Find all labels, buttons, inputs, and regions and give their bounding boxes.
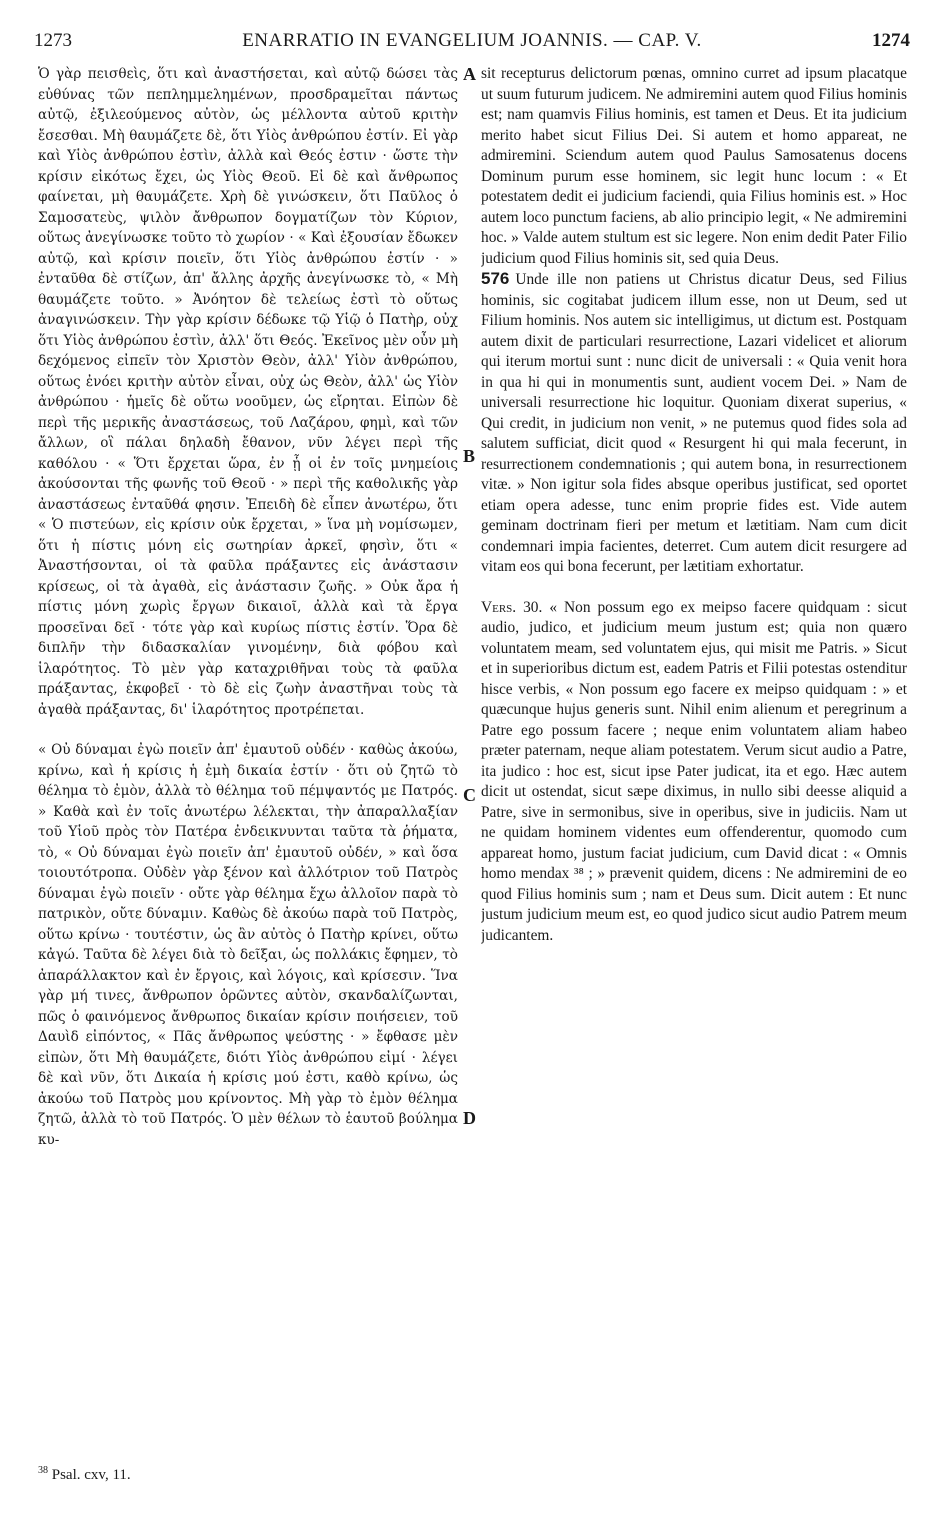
running-header bbox=[34, 30, 910, 56]
left-page-number: 1273 bbox=[34, 30, 72, 51]
running-title: ENARRATIO IN EVANGELIUM JOANNIS. — CAP. V. bbox=[242, 30, 702, 51]
greek-column bbox=[38, 64, 458, 1444]
footnote bbox=[38, 1465, 131, 1484]
greek-paragraph-2: « Οὐ δύναμαι ἐγὼ ποιεῖν ἀπ' ἐμαυτοῦ οὐδέν · καθὼς ἀκούω, κρίνω, καὶ ἡ κρίσις ἡ ἐμὴ δικαία ἐστίν · ὅτι οὐ ζητῶ τὸ θέλημα τὸ ἐμὸν, ἀλλὰ τὸ θέλημα τοῦ πέμψαντός με Πατρός. » Καθὰ καὶ ἐν τοῖς ἀνωτέρω λέλεκται, τὴν ἀπαραλλαξίαν τοῦ Υἱοῦ πρὸς τὸν Πατέρα ἐνδεικνυνται ταῦτα τὰ ῥήματα, τὸ, « Οὐ δύναμαι ἐγὼ ποιεῖν ἀπ' ἐμαυτοῦ οὐδέν, » καὶ ὅσα τοιουτότροπα. Οὐδὲν γὰρ ξένον καὶ ἀλλότριον τοῦ Πατρὸς δύναμαι ἐγὼ ποιεῖν · οὔτε γὰρ θέλημα ἔχω ἀλλοῖον παρὰ τὸ πατρικὸν, οὔτε δύναμιν. Καθὼς δὲ ἀκούω παρὰ τοῦ Πατρὸς, οὕτω κρίνω · τουτέστιν, ὡς ἂν αὐτὸς ὁ Πατὴρ κρίνει, οὕτω κἀγώ. Ταῦτα δὲ λέγει διὰ τὸ δεῖξαι, ὡς πολλάκις ἔφημεν, τὸ ἀπαράλλακτον καὶ ἐν ἔργοις, καὶ λόγοις, καὶ κρίσεσιν. Ἵνα γὰρ μή τινες, ἄνθρωπον ὁρῶντες αὐτὸν, σκανδαλίζωνται, πῶς ὁ φαινόμενος ἄνθρωπος δικαίαν κρίσιν ποιήσειεν, τοῦ Δαυὶδ εἰπόντος, « Πᾶς ἄνθρωπος ψεύστης · » ἔφθασε μὲν εἰπὼν, ὅτι Μὴ θαυμάζετε, διότι Υἱὸς ἀνθρώπου εἰμί · λέγει δὲ καὶ νῦν, ὅτι Δικαία ἡ κρίσις μού ἐστι, καθὸ κρίνω, ὡς ἀκούω τοῦ Πατρὸς μου κρίνοντος. Μὴ γὰρ τὸ ἐμὸν θέλημα ζητῶ, ἀλλὰ τὸ τοῦ Πατρός. Ὁ μὲν θέλων τὸ ἑαυτοῦ βούλημα κυ- bbox=[38, 742, 458, 1148]
latin-paragraph-2-text: Unde ille non patiens ut Christus dicatur Deus, sed Filius hominis, sic cogitabat judicem illum esse, non ut Deum, sed ut Filium hominis. Nos autem sic intelligimus, ut dictum est. Postquam autem dixit de particulari resurrectione, Lazari videlicet et aliorum qui iterum mortui sunt : nunc dicit de universali : « Quia venit hora in qua hi qui in monumentis sunt, audient vocem Dei. » Nam de universali resurrectione hic loquitur. Quoniam dixerat superius, « Qui credit, in judicium non venit, » ne putemus quod fides sola ad salutem sufficiat, dicit quod « Resurgent hi qui mala fecerunt, in resurrectionem condemnationis ; qui autem bona, in resurrectionem vitæ. » Non igitur sola fides absque operibus justificat, sed oportet etiam opera adesse, tunc enim proprie fides est. Vide autem geminam doctrinam fieri per metum et lætitiam. Nam cum dicit condemnari impia facientes, deterret. Cum autem dicit resurgere ad vitam eos qui bona fecerunt, per lætitiam exhortatur. bbox=[481, 271, 907, 575]
latin-paragraph-3-text: « Non possum ego ex meipso facere quidquam : sicut audio, judico, et judicium meum justum est; quia non quæro voluntatem meam, sed voluntatem ejus, qui misit me Patris. » Sicut et in superioribus dictum est, eadem Patris et Filii potestas ostenditur hisce verbis, « Non possum ego facere ex meipso quidquam : » et quæcunque hujus generis sunt. Nihil enim alienum et peregrinum a Patre ego possum facere ; neque enim voluntatem aliam habeo præter paternam, neque aliam potestatem. Verum sicut audio a Patre, ita judico : hoc est, sicut ipse Pater judicat, ita et ego. Hæc autem dicit ut ostendat, sicut sæpe diximus, in nullo sibi deesse aliquid a Patre, sive in sermonibus, sive in operibus, sive in judiciis. Nam ut ne quidam hominem videntes eum offenderentur, quomodo cum appareat homo, justum faciat judicium, cum David dicat : « Omnis homo mendax ³⁸ ; » prævenit quidem, dicens : Ne admiremini de eo quod Filius hominis sum ; nam et Deus sum. Dicit autem : Et nunc justum judicium meum est, eo quod judico sicut audio Patrem meum judicantem. bbox=[481, 598, 907, 944]
latin-paragraph-3 bbox=[481, 598, 907, 947]
verse-label: Vers. 30. bbox=[481, 598, 543, 616]
greek-paragraph-1: Ὁ γὰρ πεισθεὶς, ὅτι καὶ ἀναστήσεται, καὶ αὐτῷ δώσει τὰς εὐθύνας τῶν πεπλημμελημένων, προσδραμεῖται πάντως αὐτῷ, ἐξιλεούμενος αὐτὸν, ὡς μέλλοντα αὐτοῦ κριτὴν ἔσεσθαι. Μὴ θαυμάζετε δὲ, ὅτι Υἱὸς ἀνθρώπου ἐστίν. Εἰ γὰρ καὶ Υἱὸς ἀνθρώπου ἐστὶν, ἀλλὰ καὶ Θεός ἐστιν · ὥστε τὴν κρίσιν εἰκότως ἔχει, ὡς Υἱὸς Θεοῦ. Εἰ δὲ καὶ ἄνθρωπος φαίνεται, μὴ θαυμάζετε. Χρὴ δὲ γινώσκειν, ὅτι Παῦλος ὁ Σαμοσατεὺς, ψιλὸν ἄνθρωπον δογματίζων τὸν Κύριον, οὕτως ἀνεγίνωσκε τοῦτο τὸ χωρίον · « Καὶ ἐξουσίαν ἔδωκεν αὐτῷ, καὶ κρίσιν ποιεῖν, ὅτι Υἱὸς ἀνθρώπου ἐστίν · » ἐνταῦθα δὲ στίζων, ἀπ' ἄλλης ἀρχῆς ἀνεγίνωσκε τὸ, « Μὴ θαυμάζετε τοῦτο. » Ἀνόητον δὲ τελείως ἐστὶ τὸ οὕτως ἀναγινώσκειν. Τὴν γὰρ κρίσιν δέδωκε τῷ Υἱῷ ὁ Πατὴρ, οὐχ ὅτι Υἱὸς ἀνθρώπου ἐστὶν, ἀλλ' ὅτι Θεός. Ἐκεῖνος μὲν οὖν μὴ δεχόμενος εἰπεῖν τὸν Χριστὸν Θεὸν, ἀλλ' Υἱὸν ἀνθρώπου, οὕτως ἐνόει κριτὴν αὐτὸν εἶναι, οὐχ ὡς Θεὸν, ἀλλ' ὡς Υἱὸν ἀνθρώπου · ἡμεῖς δὲ οὕτω νοοῦμεν, ὡς εἴρηται. Εἰπὼν δὲ περὶ τῆς μερικῆς ἀναστάσεως, τοῦ Λαζάρου, φημὶ, καὶ τῶν ἄλλων, οἳ πάλαι δηλαδὴ ἔθανον, νῦν λέγει περὶ τῆς καθόλου · « Ὅτι ἔρχεται ὥρα, ἐν ᾗ οἱ ἐν τοῖς μνημείοις ἀκούσονται τῆς φωνῆς τοῦ Θεοῦ · » περὶ τῆς καθολικῆς γὰρ ἀναστάσεως ἐνταῦθά φησιν. Ἐπειδὴ δὲ εἶπεν ἀνωτέρω, ὅτι « Ὁ πιστεύων, εἰς κρίσιν οὐκ ἔρχεται, » ἵνα μὴ νομίσωμεν, ὅτι ἡ πίστις μόνη εἰς σωτηρίαν ἀρκεῖ, φησὶν, ὅτι « Ἀναστήσονται, οἱ τὰ φαῦλα πράξαντες εἰς ἀνάστασιν κρίσεως, οἱ τὰ ἀγαθὰ, εἰς ἀνάστασιν ζωῆς. » Οὐκ ἄρα ἡ πίστις μόνη χωρὶς ἔργων δικαιοῖ, ἀλλὰ καὶ τὰ ἔργα προσεῖναι δεῖ · τότε γὰρ καὶ κυρίως πίστις ἐστίν. Ὅρα δὲ διπλῆν τὴν διδασκαλίαν γινομένην, διὰ φόβου καὶ ἱλαρότητος. Τὸ μὲν γὰρ καταχριθῆναι τοὺς τὰ φαῦλα πράξαντας, ἐκφοβεῖ · τὸ δὲ εἰς ζωὴν ἀναστῆναι τοὺς τὰ ἀγαθὰ πράξαντας, δι' ἱλαρότητος προτρέπεται. bbox=[38, 66, 458, 718]
footnote-text: Psal. cxv, 11. bbox=[51, 1467, 131, 1483]
margin-letter-b: B bbox=[463, 446, 476, 466]
latin-column bbox=[481, 64, 907, 1444]
margin-letter-d: D bbox=[463, 1108, 476, 1128]
footnote-mark: 38 bbox=[38, 1465, 48, 1476]
margin-letter-c: C bbox=[463, 785, 476, 805]
column-number: 576 bbox=[481, 269, 510, 288]
right-page-number: 1274 bbox=[872, 30, 910, 51]
latin-paragraph-2 bbox=[481, 269, 907, 578]
latin-paragraph-1: sit recepturus delictorum pœnas, omnino curret ad ipsum placatque ut suum futurum judicem. Ne admiremini autem quod Filius hominis est; nam quamvis Filius hominis, est tamen et Deus. Et ita judicium merito habet sicut Filius Dei. Si autem et homo appareat, ne admiremini. Sciendum autem quod Paulus Samosatenus docens Dominum purum esse hominem, sic legit hunc locum : « Et potestatem dedit ei judicium faciendi, quia Filius hominis est. » Hoc autem loco punctum faciens, ab alio principio legit, « Ne admiremini hoc. » Valde autem stultum est sic legere. Non enim dedit Pater Filio judicium quod Filius hominis sit, sed quia Deus. bbox=[481, 65, 907, 267]
margin-letter-a: A bbox=[463, 64, 476, 84]
